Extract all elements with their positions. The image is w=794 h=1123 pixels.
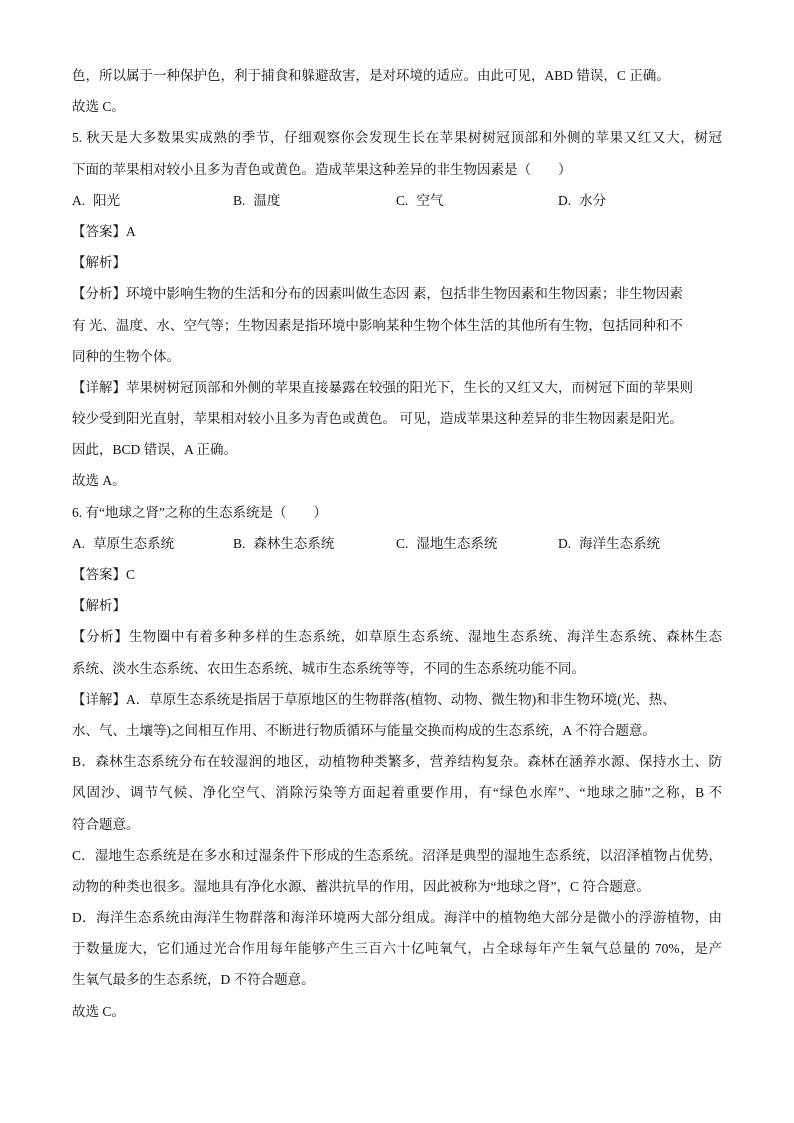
q6-detail-line: 动物的种类也很多。湿地具有净化水源、蓄洪抗旱的作用，因此被称为“地球之肾”，C 符合题意。 xyxy=(72,878,650,894)
option-letter: A. xyxy=(72,535,86,551)
q5-stem-line-1: 5. 秋天是大多数果实成熟的季节，仔细观察你会发现生长在苹果树树冠顶部和外侧的苹果又红又大，树冠 xyxy=(72,130,722,146)
q6-option-c xyxy=(396,528,497,559)
q6-detail-line: 于数量庞大，它们通过光合作用每年能够产生三百六十亿吨氧气，占全球每年产生氧气总量的 70%，是产 xyxy=(72,941,722,957)
q5-options xyxy=(72,185,722,216)
q6-detail-line: 【详解】A．草原生态系统是指居于草原地区的生物群落(植物、动物、微生物)和非生物环境(光、热、 xyxy=(72,691,676,707)
q5-detail-line: 较少受到阳光直射，苹果相对较小且多为青色或黄色。 可见，造成苹果这种差异的非生物因素是阳光。 xyxy=(72,411,683,427)
option-letter: B. xyxy=(233,535,246,551)
q5-option-b xyxy=(233,185,280,216)
q6-option-d xyxy=(558,528,660,559)
option-text: 草原生态系统 xyxy=(93,535,175,551)
q6-analysis-heading: 【解析】 xyxy=(72,598,126,614)
option-text: 湿地生态系统 xyxy=(416,535,498,551)
option-text: 空气 xyxy=(416,192,444,208)
q6-options xyxy=(72,528,722,559)
q6-detail-line: D．海洋生态系统由海洋生物群落和海洋环境两大部分组成。海洋中的植物绝大部分是微小的浮游植物，由 xyxy=(72,910,722,926)
q5-conclusion: 故选 A。 xyxy=(72,473,126,489)
q6-detail-line: 生氧气最多的生态系统，D 不符合题意。 xyxy=(72,972,315,988)
q6-option-b xyxy=(233,528,334,559)
option-letter: C. xyxy=(396,535,409,551)
q6-detail-line: 风固沙、调节气候、净化空气、消除污染等方面起着重要作用，有“绿色水库”、“地球之肺”之称，B 不 xyxy=(72,785,722,801)
q4-conclusion: 故选 C。 xyxy=(72,99,125,115)
q5-detail-line: 因此，BCD 错误，A 正确。 xyxy=(72,442,238,458)
q6-detail-line: 符合题意。 xyxy=(72,816,140,832)
q5-answer: 【答案】A xyxy=(72,223,136,239)
option-text: 森林生态系统 xyxy=(253,535,335,551)
option-letter: A. xyxy=(72,192,86,208)
q5-stem-line-2: 下面的苹果相对较小且多为青色或黄色。造成苹果这种差异的非生物因素是（ ） xyxy=(72,161,572,177)
option-text: 水分 xyxy=(579,192,607,208)
option-text: 海洋生态系统 xyxy=(579,535,661,551)
q5-analysis-line: 【分析】环境中影响生物的生活和分布的因素叫做生态因 素，包括非生物因素和生物因素；非生物因素 xyxy=(72,286,683,302)
q6-answer: 【答案】C xyxy=(72,567,136,582)
option-letter: C. xyxy=(396,192,409,208)
document-page xyxy=(72,60,722,1027)
q6-detail-line: 水、气、土壤等)之间相互作用、不断进行物质循环与能量交换而构成的生态系统，A 不符合题意。 xyxy=(72,722,656,738)
q6-detail-line: C．湿地生态系统是在多水和过湿条件下形成的生态系统。沼泽是典型的湿地生态系统，以沼泽植物占优势， xyxy=(72,847,722,863)
option-text: 温度 xyxy=(253,192,281,208)
q5-analysis-line: 同种的生物个体。 xyxy=(72,348,180,364)
q5-option-c xyxy=(396,185,443,216)
q5-analysis-line: 有 光、温度、水、空气等；生物因素是指环境中影响某种生物个体生活的其他所有生物，包括同种和不 xyxy=(72,317,683,333)
q6-analysis-line: 系统、淡水生态系统、农田生态系统、城市生态系统等等，不同的生态系统功能不同。 xyxy=(72,660,585,676)
option-letter: D. xyxy=(558,535,572,551)
option-letter: B. xyxy=(233,192,246,208)
option-text: 阳光 xyxy=(93,192,121,208)
q6-option-a xyxy=(72,528,174,559)
q5-detail-line: 【详解】苹果树树冠顶部和外侧的苹果直接暴露在较强的阳光下，生长的又红又大，而树冠下面的苹果则 xyxy=(72,379,693,395)
q6-conclusion: 故选 C。 xyxy=(72,1003,125,1019)
q6-analysis-line: 【分析】生物圈中有着多种多样的生态系统，如草原生态系统、湿地生态系统、海洋生态系统、森林生态 xyxy=(72,629,722,645)
q6-detail-line: B．森林生态系统分布在较湿润的地区，动植物种类繁多，营养结构复杂。森林在涵养水源、保持水土、防 xyxy=(72,754,722,770)
option-letter: D. xyxy=(558,192,572,208)
q5-analysis-heading: 【解析】 xyxy=(72,255,126,271)
q6-stem: 6. 有“地球之肾”之称的生态系统是（ ） xyxy=(72,504,327,520)
q4-explanation-line: 色，所以属于一种保护色，利于捕食和躲避敌害，是对环境的适应。由此可见，ABD 错误，C 正确。 xyxy=(72,68,670,83)
q5-option-a xyxy=(72,185,120,216)
q5-option-d xyxy=(558,185,606,216)
